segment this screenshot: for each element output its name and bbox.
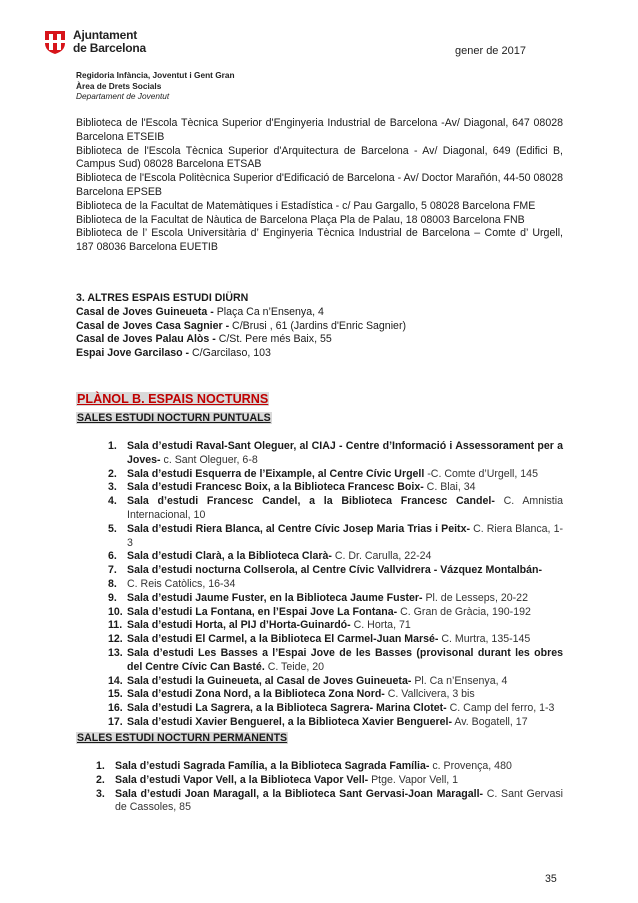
list-item: Espai Jove Garcilaso - C/Garcilaso, 103 xyxy=(76,347,271,360)
dept-line3: Departament de Joventut xyxy=(76,91,170,101)
library-item: Biblioteca de l'Escola Politècnica Superior d'Edificació de Barcelona - Av/ Doctor Marañón, 44-50 08028 Barcelona EPSEB xyxy=(76,172,563,198)
dept-line1: Regidoria Infància, Joventut i Gent Gran xyxy=(76,70,235,80)
list-item: 12. Sala d’estudi El Carmel, a la Biblioteca El Carmel-Juan Marsé- C. Murtra, 135-145 xyxy=(108,633,531,646)
ajuntament-logo xyxy=(43,29,146,55)
library-item: Biblioteca de l’ Escola Universitària d’ Enginyeria Tècnica Industrial de Barcelona – Comte d’ Urgell, 187 08036 Barcelona EUETIB xyxy=(76,227,563,254)
list-item: 17. Sala d’estudi Xavier Benguerel, a la Biblioteca Xavier Benguerel- Av. Bogatell, 17 xyxy=(108,715,528,728)
permanents-title: SALES ESTUDI NOCTURN PERMANENTS xyxy=(77,732,288,744)
list-item: 14. Sala d’estudi la Guineueta, al Casal de Joves Guineueta- Pl. Ca n’Ensenya, 4 xyxy=(108,674,508,687)
page-number: 35 xyxy=(545,873,557,885)
list-item: 15. Sala d’estudi Zona Nord, a la Biblioteca Zona Nord- C. Vallcivera, 3 bis xyxy=(108,688,475,701)
list-item: 13. Sala d’estudi Les Basses a l’Espai Jove de les Basses (provisonal durant les obres del Centre Cívic Can Basté. C. Teide, 20 xyxy=(108,646,563,673)
list-item: 1. Sala d’estudi Raval-Sant Oleguer, al CIAJ - Centre d’Informació i Assessorament per a Joves- c. Sant Oleguer, 6-8 xyxy=(108,440,563,466)
library-item: Biblioteca de l'Escola Tècnica Superior d'Enginyeria Industrial de Barcelona -Av/ Diagonal, 647 08028 Barcelona ETSEIB xyxy=(76,117,563,143)
library-item: Biblioteca de l'Escola Tècnica Superior d'Arquitectura de Barcelona - Av/ Diagonal, 649 (Edifici B, Campus Sud) 08028 Barcelona ETSAB xyxy=(76,144,563,171)
list-item: 7. Sala d’estudi nocturna Collserola, al Centre Cívic Vallvidrera - Vázquez Montalbán- xyxy=(108,564,543,577)
permanents-list xyxy=(96,760,563,815)
document-date: gener de 2017 xyxy=(455,45,526,57)
list-item: 8. C. Reis Catòlics, 16-34 xyxy=(108,577,236,590)
library-list xyxy=(76,117,563,255)
list-item: 10. Sala d’estudi La Fontana, en l’Espai Jove La Fontana- C. Gran de Gràcia, 190-192 xyxy=(108,605,531,618)
list-item: Casal de Joves Palau Alòs - C/St. Pere més Baix, 55 xyxy=(76,333,332,346)
list-item: 4. Sala d’estudi Francesc Candel, a la Biblioteca Francesc Candel- C. Amnistia Internacional, 10 xyxy=(108,495,563,521)
section-3-title: 3. ALTRES ESPAIS ESTUDI DIÜRN xyxy=(76,292,249,304)
puntuals-list xyxy=(108,440,563,730)
barcelona-shield-icon xyxy=(43,29,67,55)
list-item: 3. Sala d’estudi Francesc Boix, a la Biblioteca Francesc Boix- C. Blai, 34 xyxy=(108,481,476,494)
list-item: 9. Sala d’estudi Jaume Fuster, en la Biblioteca Jaume Fuster- Pl. de Lesseps, 20-22 xyxy=(108,591,528,604)
list-item: 11. Sala d’estudi Horta, al PIJ d’Horta-Guinardó- C. Horta, 71 xyxy=(108,619,411,632)
department-block xyxy=(76,70,235,102)
library-item: Biblioteca de la Facultat de Matemàtiques i Estadística - c/ Pau Gargallo, 5 08028 Barcelona FME xyxy=(76,199,536,212)
list-item: 1. Sala d’estudi Sagrada Família, a la Biblioteca Sagrada Família- c. Provença, 480 xyxy=(96,760,512,772)
list-item: Casal de Joves Casa Sagnier - C/Brusi , 61 (Jardins d'Enric Sagnier) xyxy=(76,319,406,332)
logo-line2: de Barcelona xyxy=(73,41,146,55)
logo-text xyxy=(73,29,146,55)
list-item: 6. Sala d’estudi Clarà, a la Biblioteca Clarà- C. Dr. Carulla, 22-24 xyxy=(108,550,432,563)
planol-title: PLÀNOL B. ESPAIS NOCTURNS xyxy=(77,392,269,406)
library-item: Biblioteca de la Facultat de Nàutica de Barcelona Plaça Pla de Palau, 18 08003 Barcelona FNB xyxy=(76,213,525,226)
list-item: 2. Sala d’estudi Esquerra de l’Eixample, al Centre Cívic Urgell -C. Comte d’Urgell, 145 xyxy=(108,467,538,480)
dept-line2: Àrea de Drets Socials xyxy=(76,80,162,91)
list-item: 3. Sala d’estudi Joan Maragall, a la Biblioteca Sant Gervasi-Joan Maragall- C. Sant Gervasi de Cassoles, 85 xyxy=(96,787,563,814)
list-item: 2. Sala d’estudi Vapor Vell, a la Biblioteca Vapor Vell- Ptge. Vapor Vell, 1 xyxy=(96,773,459,786)
list-item: 16. Sala d’estudi La Sagrera, a la Biblioteca Sagrera- Marina Clotet- C. Camp del ferro, 1-3 xyxy=(108,702,555,715)
puntuals-title: SALES ESTUDI NOCTURN PUNTUALS xyxy=(77,412,271,424)
logo-line1: Ajuntament xyxy=(73,28,138,42)
list-item: Casal de Joves Guineueta - Plaça Ca n’Ensenya, 4 xyxy=(76,305,324,318)
section-3 xyxy=(76,292,563,361)
list-item: 5. Sala d’estudi Riera Blanca, al Centre Cívic Josep Maria Trias i Peitx- C. Riera Blanca, 1-3 xyxy=(108,522,564,549)
